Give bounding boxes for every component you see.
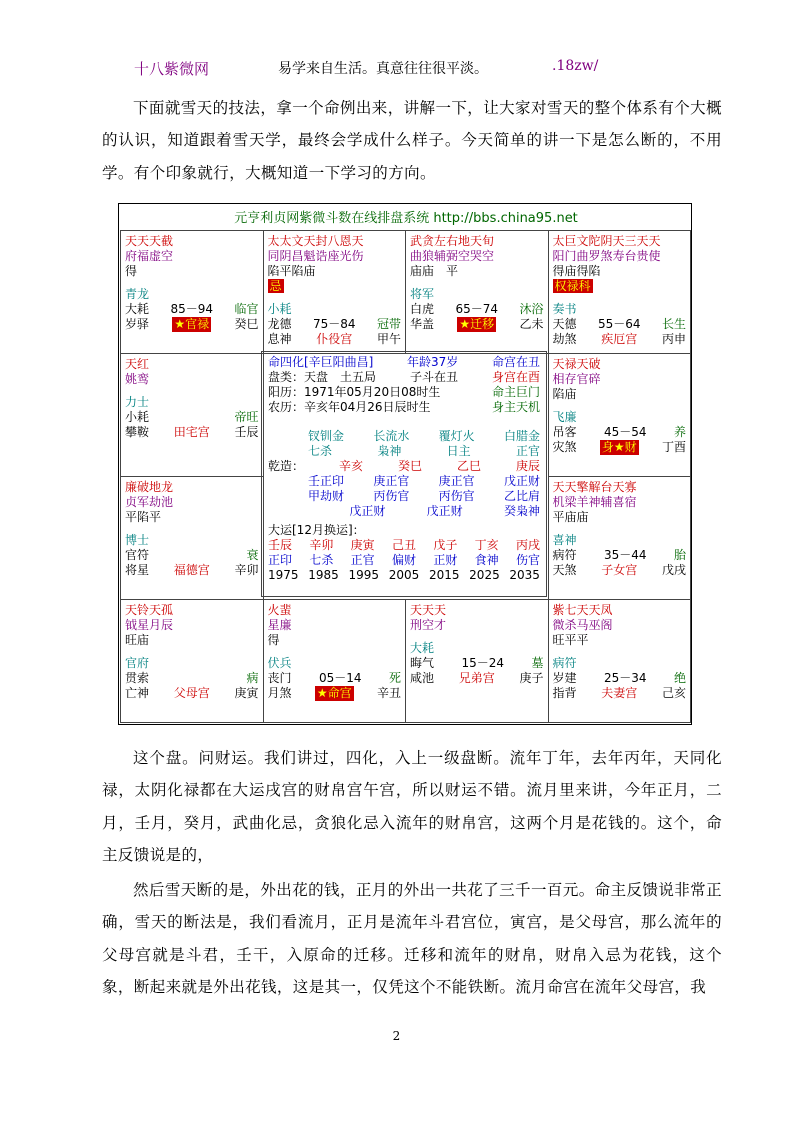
major-stars: 太巨文陀阴天三天天 [552, 234, 661, 248]
changsheng: 帝旺 [234, 410, 259, 424]
changsheng: 长生 [661, 317, 686, 331]
bazi-block [268, 429, 540, 519]
minor-stars: 贞军劫池 [125, 495, 174, 509]
palace-cell [548, 230, 692, 354]
bazi-cell: 庚正官 [438, 474, 475, 488]
spirit-star: 病符 [552, 656, 577, 670]
palace-name: 田宅宫 [173, 425, 210, 439]
daxian-range: 75－84 [312, 317, 356, 331]
spirit-star: 官府 [125, 656, 150, 670]
jiangqian-star: 咸池 [410, 671, 435, 685]
dayun-cell: 七杀 [309, 553, 334, 567]
brightness: 得 [125, 264, 138, 278]
changsheng: 养 [673, 425, 686, 439]
palace-name: 兄弟宫 [458, 671, 495, 685]
jiangqian-star: 息神 [267, 332, 292, 346]
brightness: 陷庙 [552, 387, 577, 401]
center-minggong: 命宫在丑 [491, 355, 540, 369]
dayun-cell: 伤官 [515, 553, 540, 567]
suiqian-star: 小耗 [125, 410, 150, 424]
major-stars: 天红 [125, 357, 150, 371]
palace-stem: 庚子 [519, 671, 544, 685]
suiqian-star: 白虎 [410, 302, 435, 316]
brightness: 庙庙 平 [410, 264, 459, 278]
chart-center [261, 351, 547, 597]
header-motto: 易学来自生活。真意往往很平淡。 [278, 61, 488, 77]
spirit-star: 飞廉 [552, 410, 577, 424]
spirit-star: 喜神 [552, 533, 577, 547]
palace-stem: 丁酉 [661, 440, 686, 454]
intro-paragraph: 下面就雪天的技法，拿一个命例出来，讲解一下，让大家对雪天的整个体系有个大概的认识，知道跟着雪天学，最终会学成什么样子。今天简单的讲一下是怎么断的，不用学。有个印象就行，大概知道一下学习的方向。 [102, 99, 722, 182]
dayun-cell: 1985 [308, 568, 339, 582]
palace-cell [120, 476, 264, 600]
changsheng: 冠带 [376, 317, 401, 331]
bazi-cell: 枭神 [377, 444, 402, 458]
minor-stars: 府福虚空 [125, 249, 174, 263]
palace-cell [263, 599, 407, 723]
suiqian-star: 病符 [552, 548, 577, 562]
palace-stem: 辛卯 [234, 563, 259, 577]
minor-stars: 星廉 [267, 618, 292, 632]
palace-stem: 戊戌 [661, 563, 686, 577]
major-stars: 天天天截 [125, 234, 174, 248]
minor-stars: 微杀马巫阁 [552, 618, 613, 632]
palace-stem: 丙申 [661, 332, 686, 346]
spirit-star: 青龙 [125, 287, 150, 301]
changsheng: 沐浴 [519, 302, 544, 316]
minor-stars: 刑空才 [410, 618, 447, 632]
jiangqian-star: 华盖 [410, 317, 435, 331]
bazi-cell: 乙比肩 [503, 489, 540, 503]
palace-stem: 甲午 [376, 332, 401, 346]
center-sihua: 命四化[辛巨阳曲昌] [268, 355, 374, 369]
brightness: 旺庙 [125, 633, 150, 647]
dayun-cell: 丙戌 [515, 538, 540, 552]
suiqian-star: 官符 [125, 548, 150, 562]
daxian-range: 25－34 [603, 671, 647, 685]
palace-name: 福德宫 [173, 563, 210, 577]
minor-stars: 机梁羊神辅喜宿 [552, 495, 637, 509]
daxian-range: 55－64 [597, 317, 641, 331]
palace-stem: 辛丑 [376, 686, 401, 700]
dayun-cell: 庚寅 [350, 538, 375, 552]
major-stars: 火蜚 [267, 603, 292, 617]
major-stars: 天天擎解台天寡 [552, 480, 637, 494]
bazi-cell: 辛亥 [338, 459, 363, 473]
jiangqian-star: 劫煞 [552, 332, 577, 346]
ziwei-chart [118, 203, 692, 725]
spirit-star: 伏兵 [267, 656, 292, 670]
major-stars: 紫七天天凤 [552, 603, 613, 617]
daxian-range: 15－24 [461, 656, 505, 670]
bazi-cell: 戊正财 [349, 504, 386, 518]
major-stars: 天天天 [410, 603, 447, 617]
bazi-cell: 癸枭神 [503, 504, 540, 518]
suiqian-star: 吊客 [552, 425, 577, 439]
bazi-cell: 丙伤官 [438, 489, 475, 503]
bazi-cell: 覆灯火 [438, 429, 475, 443]
major-stars: 武贪左右地天旬 [410, 234, 495, 248]
palace-name: ★官禄 [174, 317, 210, 331]
minor-stars: 阳门曲罗煞寿台贵使 [552, 249, 661, 263]
brightness: 得 [267, 633, 280, 647]
suiqian-star: 贯索 [125, 671, 150, 685]
palace-stem: 乙未 [519, 317, 544, 331]
spirit-star: 大耗 [410, 641, 435, 655]
daxian-range: 35－44 [603, 548, 647, 562]
ganzhi-label: 乾造： [268, 459, 305, 473]
spirit-star: 博士 [125, 533, 150, 547]
changsheng: 胎 [673, 548, 686, 562]
suiqian-star: 大耗 [125, 302, 150, 316]
major-stars: 太太文天封八恩天 [267, 234, 364, 248]
jiangqian-star: 将星 [125, 563, 150, 577]
jiangqian-star: 天煞 [552, 563, 577, 577]
palace-cell [263, 230, 407, 354]
jiangqian-star: 灾煞 [552, 440, 577, 454]
bazi-cell: 壬正印 [308, 474, 345, 488]
suiqian-star: 天德 [552, 317, 577, 331]
palace-stem: 己亥 [661, 686, 686, 700]
center-pan: 盘类：天盘 土五局 [268, 370, 377, 384]
palace-stem: 壬辰 [234, 425, 259, 439]
brightness: 平陷平 [125, 510, 162, 524]
palace-cell [120, 353, 264, 477]
daxian-range: 45－54 [603, 425, 647, 439]
center-shenzhu: 身主天机 [491, 400, 540, 414]
sihua-badge: 忌 [269, 279, 282, 293]
palace-stem: 癸巳 [234, 317, 259, 331]
dayun-cell: 1975 [268, 568, 299, 582]
palace-cell [120, 230, 264, 354]
suiqian-star: 岁建 [552, 671, 577, 685]
daxian-range: 85－94 [170, 302, 214, 316]
dayun-cell: 1995 [348, 568, 380, 582]
paragraph-2: 这个盘。问财运。我们讲过，四化，入上一级盘断。流年丁年，去年丙年，天同化禄，太阴化禄都在大运戌宫的财帛宫午宫，所以财运不错。流月里来讲，今年正月，二月，壬月，癸月，武曲化忌，贪狼化忌入流年的财帛宫，这两个月是花钱的。这个，命主反馈说是的， [102, 749, 722, 864]
changsheng: 死 [388, 671, 401, 685]
sihua-badge: 权禄科 [554, 279, 591, 293]
bazi-cell: 日主 [446, 444, 471, 458]
daxian-range: 05－14 [318, 671, 362, 685]
jiangqian-star: 月煞 [267, 686, 292, 700]
spirit-star: 小耗 [267, 302, 292, 316]
minor-stars: 同阴昌魁诰座光伤 [267, 249, 364, 263]
center-lunar: 农历：辛亥年04月26日辰时生 [268, 400, 431, 414]
minor-stars: 姚鸾 [125, 372, 150, 386]
palace-name: 身★财 [601, 440, 637, 454]
suiqian-star: 晦气 [410, 656, 435, 670]
header-url: .18zw/ [552, 58, 599, 74]
major-stars: 天禄天破 [552, 357, 601, 371]
dayun-cell: 偏财 [391, 553, 416, 567]
page-header [0, 58, 793, 80]
dayun-cell: 食神 [474, 553, 499, 567]
brightness: 旺平平 [552, 633, 589, 647]
bazi-cell: 七杀 [308, 444, 333, 458]
palace-name: 子女宫 [601, 563, 638, 577]
bazi-cell: 庚辰 [515, 459, 540, 473]
dayun-cell: 正官 [350, 553, 375, 567]
bazi-cell: 长流水 [373, 429, 410, 443]
palace-cell [120, 599, 264, 723]
dayun-block [268, 538, 540, 583]
bazi-cell: 庚正官 [373, 474, 410, 488]
dayun-cell: 2015 [428, 568, 460, 582]
center-solar: 阳历：1971年05月20日08时生 [268, 385, 441, 399]
minor-stars: 钺星月辰 [125, 618, 174, 632]
center-doujun: 子斗在丑 [409, 370, 458, 384]
bazi-cell: 正官 [515, 444, 540, 458]
changsheng: 临官 [234, 302, 259, 316]
dayun-cell: 正财 [433, 553, 458, 567]
minor-stars: 曲狼辅弼空哭空 [410, 249, 495, 263]
changsheng: 病 [246, 671, 259, 685]
bazi-cell: 戊正财 [426, 504, 463, 518]
changsheng: 墓 [531, 656, 544, 670]
bazi-cell: 白腊金 [503, 429, 540, 443]
bazi-cell: 乙巳 [456, 459, 481, 473]
palace-name: ★迁移 [459, 317, 495, 331]
page-number: 2 [392, 1029, 401, 1043]
paragraph-3: 然后雪天断的是，外出花的钱，正月的外出一共花了三千一百元。命主反馈说非常正确，雪天的断法是，我们看流月，正月是流年斗君宫位，寅宫，是父母宫，那么流年的父母宫就是斗君，壬干，入原命的迁移。迁移和流年的财帛，财帛入忌为花钱，这个象，断起来就是外出花钱，这是其一，仅凭这个不能铁断。流月命宫在流年父母宫，我 [102, 881, 722, 996]
spirit-star: 将军 [410, 287, 435, 301]
brightness: 平庙庙 [552, 510, 589, 524]
bazi-cell: 戊正财 [503, 474, 540, 488]
dayun-label: 大运[12月换运]： [268, 523, 365, 537]
chart-grid [120, 230, 690, 722]
palace-name: 夫妻宫 [601, 686, 638, 700]
dayun-cell: 己丑 [391, 538, 416, 552]
major-stars: 廉破地龙 [125, 480, 174, 494]
dayun-cell: 丁亥 [474, 538, 499, 552]
jiangqian-star: 攀鞍 [125, 425, 150, 439]
palace-name: 父母宫 [173, 686, 210, 700]
bazi-cell: 丙伤官 [373, 489, 410, 503]
dayun-cell: 戊子 [433, 538, 458, 552]
center-shengong: 身宫在酉 [491, 370, 540, 384]
dayun-cell: 2025 [469, 568, 500, 582]
site-name: 十八紫微网 [134, 60, 210, 78]
minor-stars: 相存官碎 [552, 372, 601, 386]
palace-name: 仆役宫 [316, 332, 353, 346]
bazi-cell: 钗钏金 [308, 429, 345, 443]
changsheng: 绝 [673, 671, 686, 685]
dayun-cell: 壬辰 [268, 538, 293, 552]
brightness: 陷平陷庙 [267, 264, 316, 278]
brightness: 得庙得陷 [552, 264, 601, 278]
dayun-cell: 2035 [509, 568, 540, 582]
daxian-range: 65－74 [455, 302, 499, 316]
suiqian-star: 龙德 [267, 317, 292, 331]
palace-cell [405, 230, 549, 354]
jiangqian-star: 指背 [552, 686, 577, 700]
bazi-cell: 癸巳 [397, 459, 422, 473]
dayun-cell: 正印 [268, 553, 293, 567]
center-mingzhu: 命主巨门 [491, 385, 540, 399]
dayun-cell: 2005 [388, 568, 420, 582]
spirit-star: 力士 [125, 395, 150, 409]
suiqian-star: 丧门 [267, 671, 292, 685]
dayun-cell: 辛卯 [309, 538, 334, 552]
palace-cell [405, 599, 549, 723]
changsheng: 衰 [246, 548, 259, 562]
jiangqian-star: 亡神 [125, 686, 150, 700]
bazi-cell: 甲劫财 [308, 489, 345, 503]
palace-cell [548, 599, 692, 723]
jiangqian-star: 岁驿 [125, 317, 150, 331]
palace-cell [548, 476, 692, 600]
center-age: 年龄37岁 [407, 355, 459, 369]
palace-name: 疾厄宫 [601, 332, 638, 346]
palace-name: ★命宫 [316, 686, 352, 700]
palace-stem: 庚寅 [234, 686, 259, 700]
chart-title: 元亨利贞网紫微斗数在线排盘系统 http://bbs.china95.net [234, 211, 578, 226]
major-stars: 天铃天孤 [125, 603, 174, 617]
palace-cell [548, 353, 692, 477]
spirit-star: 奏书 [552, 302, 577, 316]
